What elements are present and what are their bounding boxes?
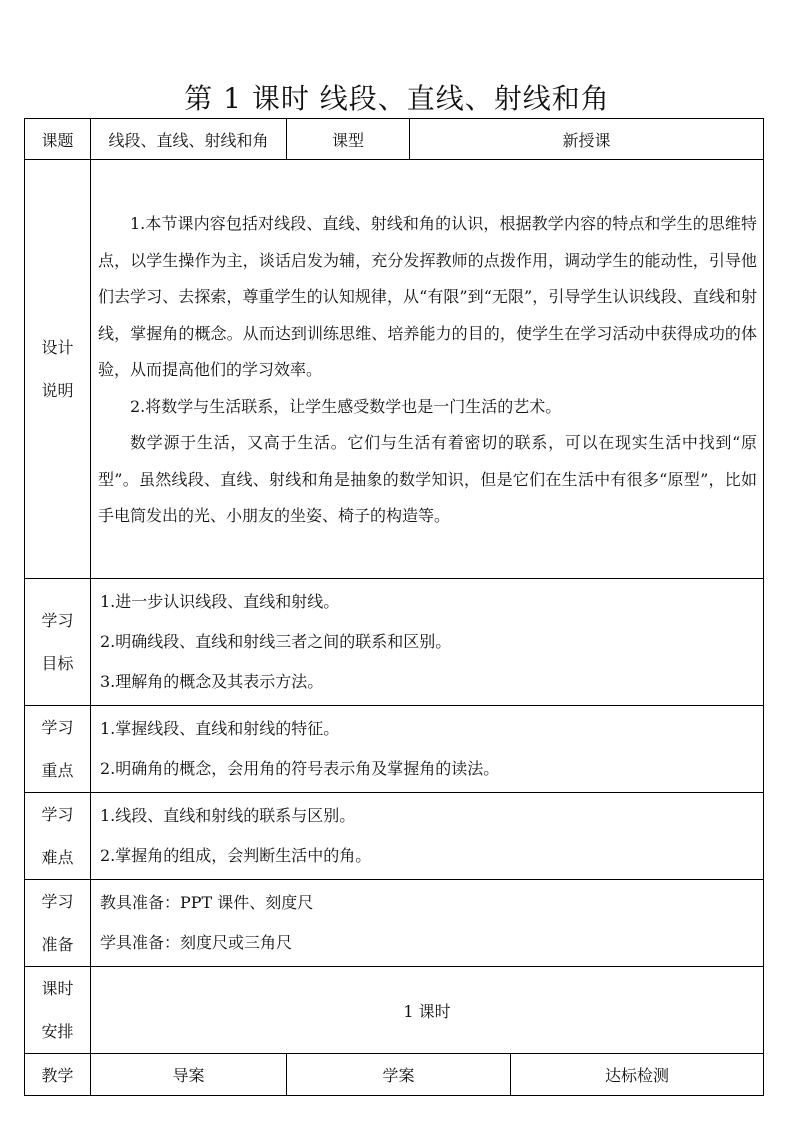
- topic-value: 线段、直线、射线和角: [91, 119, 287, 160]
- footer-label: 教学: [25, 1054, 91, 1096]
- preparation-row: [25, 880, 764, 967]
- goals-row: [25, 579, 764, 706]
- key-point-item: 2.明确角的概念，会用角的符号表示角及掌握角的读法。: [100, 759, 500, 778]
- goals-label: [25, 579, 91, 706]
- key-points-label-line-1: 学习: [41, 718, 74, 737]
- key-points-content: [91, 706, 764, 793]
- guide-column-header: 导案: [91, 1054, 287, 1096]
- goal-item: 3.理解角的概念及其表示方法。: [100, 672, 324, 691]
- difficulties-label: [25, 793, 91, 880]
- design-paragraph-1: 1.本节课内容包括对线段、直线、射线和角的认识，根据教学内容的特点和学生的思维特点，以学生操作为主，谈话启发为辅，充分发挥教师的点拨作用，调动学生的能动性，引导他们去学习、去探索，尊重学生的认知规律，从“有限”到“无限”，引导学生认识线段、直线和射线，掌握角的概念。从而达到训练思维、培养能力的目的，使学生在学习活动中获得成功的体验，从而提高他们的学习效率。: [98, 214, 758, 380]
- difficulty-item: 1.线段、直线和射线的联系与区别。: [100, 806, 356, 825]
- type-value: 新授课: [410, 119, 764, 160]
- preparation-item: 教具准备：PPT 课件、刻度尺: [100, 893, 314, 912]
- page-title: 第 1 课时 线段、直线、射线和角: [184, 82, 610, 115]
- type-label: 课型: [287, 119, 410, 160]
- design-content: [91, 160, 764, 579]
- design-label-text: 设计说明: [41, 338, 74, 400]
- footer-row: [25, 1054, 764, 1096]
- header-row: [25, 119, 764, 160]
- preparation-label-line-2: 准备: [41, 935, 74, 954]
- goals-label-line-1: 学习: [41, 611, 74, 630]
- design-row: [25, 160, 764, 579]
- key-points-label-line-2: 重点: [41, 761, 74, 780]
- design-paragraph-2: 2.将数学与生活联系，让学生感受数学也是一门生活的艺术。: [130, 396, 562, 416]
- key-points-row: [25, 706, 764, 793]
- assessment-column-header: 达标检测: [511, 1054, 764, 1096]
- goal-item: 2.明确线段、直线和射线三者之间的联系和区别。: [100, 632, 452, 651]
- schedule-label-line-1: 课时: [41, 979, 74, 998]
- difficulties-content: [91, 793, 764, 880]
- goals-content: [91, 579, 764, 706]
- preparation-item: 学具准备：刻度尺或三角尺: [100, 933, 293, 952]
- lesson-plan-table: [24, 118, 764, 1096]
- goal-item: 1.进一步认识线段、直线和射线。: [100, 592, 340, 611]
- study-column-header: 学案: [287, 1054, 511, 1096]
- topic-label: 课题: [25, 119, 91, 160]
- difficulties-row: [25, 793, 764, 880]
- schedule-label: [25, 967, 91, 1054]
- preparation-label: [25, 880, 91, 967]
- difficulty-item: 2.掌握角的组成，会判断生活中的角。: [100, 846, 372, 865]
- key-points-label: [25, 706, 91, 793]
- preparation-label-line-1: 学习: [41, 892, 74, 911]
- goals-label-line-2: 目标: [41, 654, 74, 673]
- difficulties-label-line-2: 难点: [41, 848, 74, 867]
- key-point-item: 1.掌握线段、直线和射线的特征。: [100, 719, 340, 738]
- design-label: [25, 160, 91, 579]
- schedule-value: 1 课时: [91, 967, 764, 1054]
- schedule-row: [25, 967, 764, 1054]
- difficulties-label-line-1: 学习: [41, 805, 74, 824]
- preparation-content: [91, 880, 764, 967]
- design-paragraph-3: 数学源于生活，又高于生活。它们与生活有着密切的联系，可以在现实生活中找到“原型”。虽然线段、直线、射线和角是抽象的数学知识，但是它们在生活中有很多“原型”，比如手电筒发出的光、小朋友的坐姿、椅子的构造等。: [98, 433, 758, 526]
- schedule-label-line-2: 安排: [41, 1022, 74, 1041]
